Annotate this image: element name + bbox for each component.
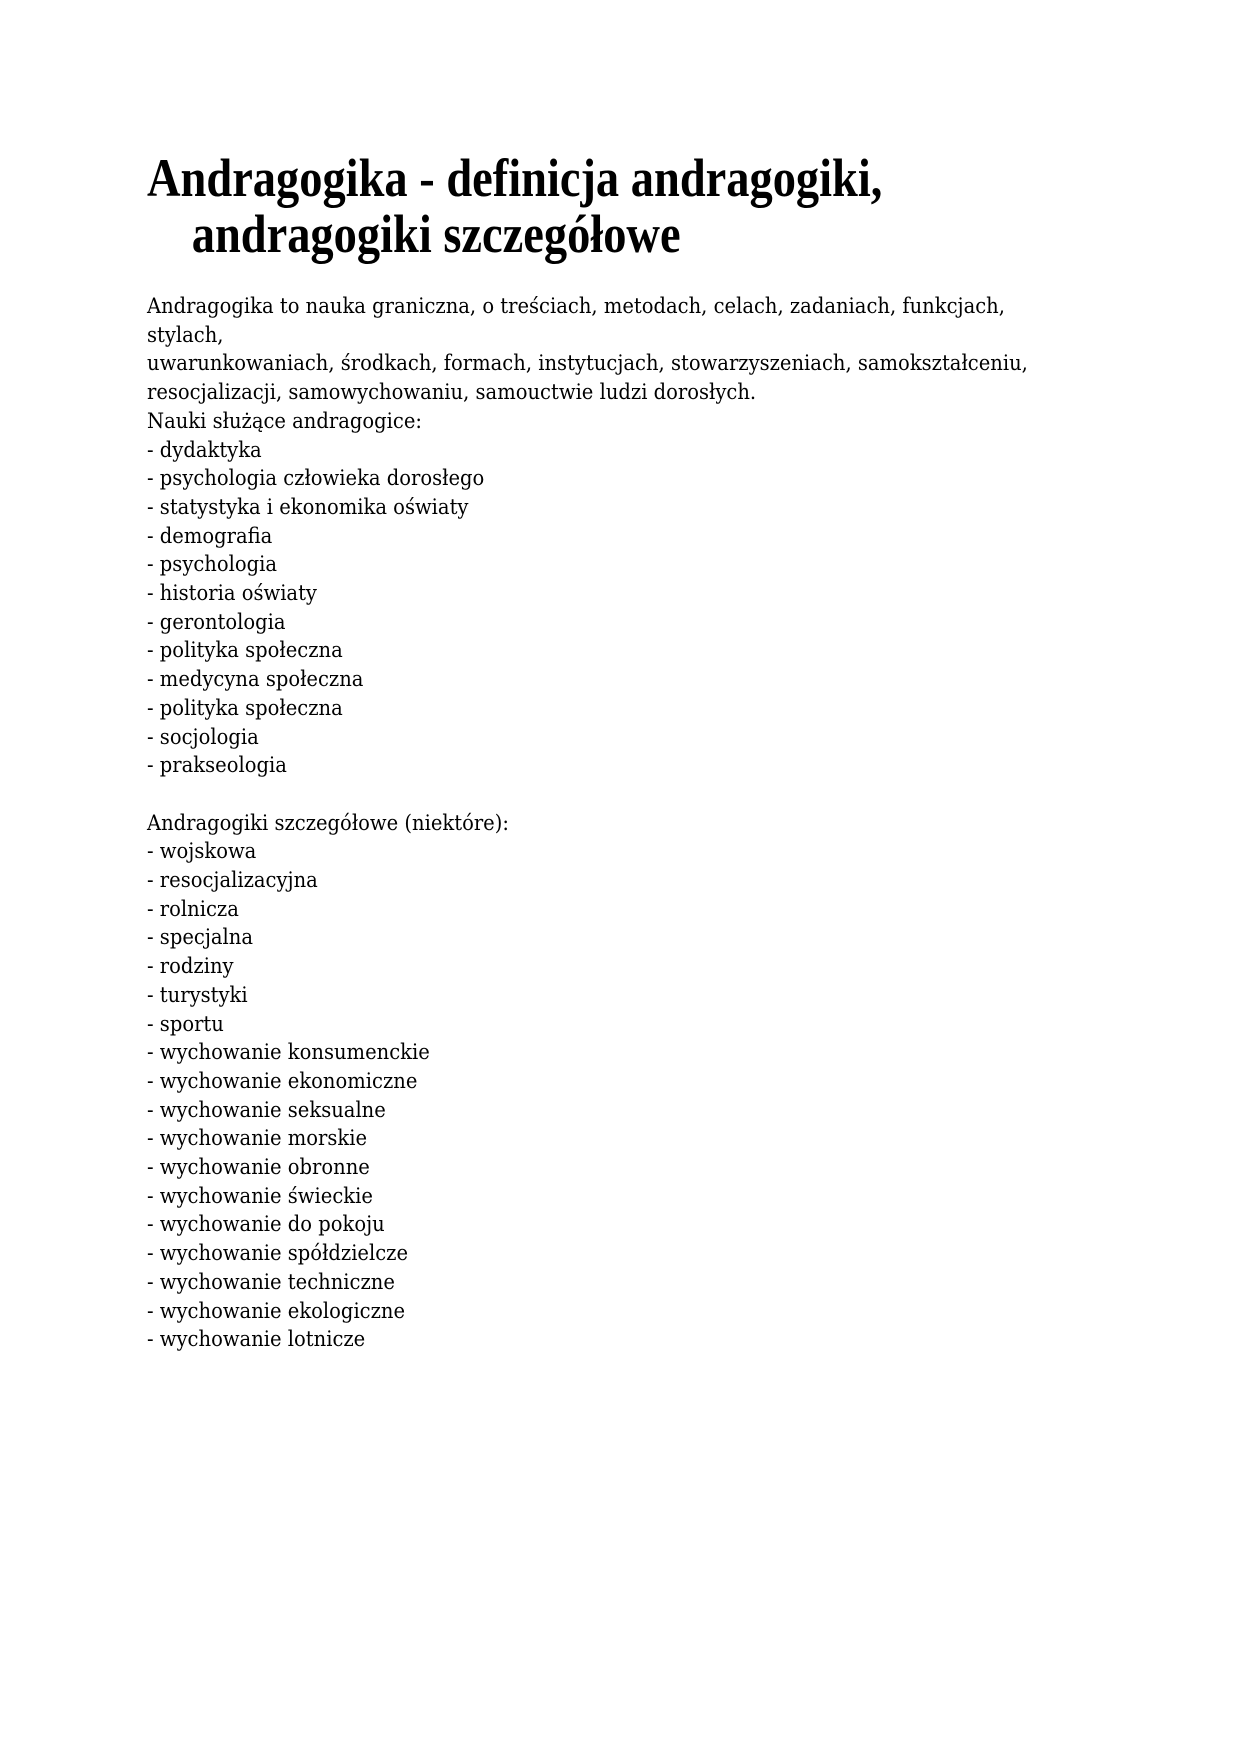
list-item: - specjalna <box>147 925 254 950</box>
list-item: - medycyna społeczna <box>147 667 364 692</box>
list-item: - wychowanie konsumenckie <box>147 1040 430 1065</box>
sciences-list <box>147 436 1040 780</box>
list-item: - wychowanie morskie <box>147 1126 368 1151</box>
list-item: - wychowanie spółdzielcze <box>147 1241 409 1266</box>
sciences-heading: Nauki służące andragogice: <box>147 408 422 433</box>
list-item: - resocjalizacyjna <box>147 868 318 893</box>
list-item: - wychowanie świeckie <box>147 1183 373 1208</box>
intro-line-1: Andragogika to nauka graniczna, o treściach, metodach, celach, zadaniach, funkcjach, stylach, <box>147 294 1005 347</box>
list-item: - statystyka i ekonomika oświaty <box>147 494 469 519</box>
list-item: - demografia <box>147 523 273 548</box>
list-item: - wychowanie ekonomiczne <box>147 1068 418 1093</box>
title-line-1: Andragogika - definicja andragogiki, <box>147 148 883 208</box>
blank-line <box>147 780 1040 809</box>
list-item: - wychowanie do pokoju <box>147 1212 385 1237</box>
list-item: - wychowanie seksualne <box>147 1097 386 1122</box>
list-item: - historia oświaty <box>147 581 317 606</box>
list-item: - psychologia człowieka dorosłego <box>147 466 485 491</box>
specific-list <box>147 837 1040 1354</box>
list-item: - socjologia <box>147 724 259 749</box>
list-item: - wychowanie ekologiczne <box>147 1298 406 1323</box>
list-item: - dydaktyka <box>147 437 262 462</box>
list-item: - rolnicza <box>147 896 239 921</box>
title-line-2: andragogiki szczegółowe <box>191 204 681 264</box>
list-item: - rodziny <box>147 954 234 979</box>
list-item: - gerontologia <box>147 609 286 634</box>
list-item: - wychowanie obronne <box>147 1155 370 1180</box>
list-item: - turystyki <box>147 982 248 1007</box>
list-item: - wojskowa <box>147 839 257 864</box>
specific-heading: Andragogiki szczegółowe (niektóre): <box>147 810 509 835</box>
list-item: - wychowanie techniczne <box>147 1269 395 1294</box>
list-item: - wychowanie lotnicze <box>147 1327 366 1352</box>
list-item: - sportu <box>147 1011 224 1036</box>
list-item: - polityka społeczna <box>147 695 343 720</box>
document-title <box>147 150 882 262</box>
intro-line-2: uwarunkowaniach, środkach, formach, instytucjach, stowarzyszeniach, samokształceniu, <box>147 351 1028 376</box>
list-item: - polityka społeczna <box>147 638 343 663</box>
intro-line-3: resocjalizacji, samowychowaniu, samouctwie ludzi dorosłych. <box>147 380 757 405</box>
document-body <box>147 292 1040 1354</box>
list-item: - psychologia <box>147 552 278 577</box>
list-item: - prakseologia <box>147 753 287 778</box>
